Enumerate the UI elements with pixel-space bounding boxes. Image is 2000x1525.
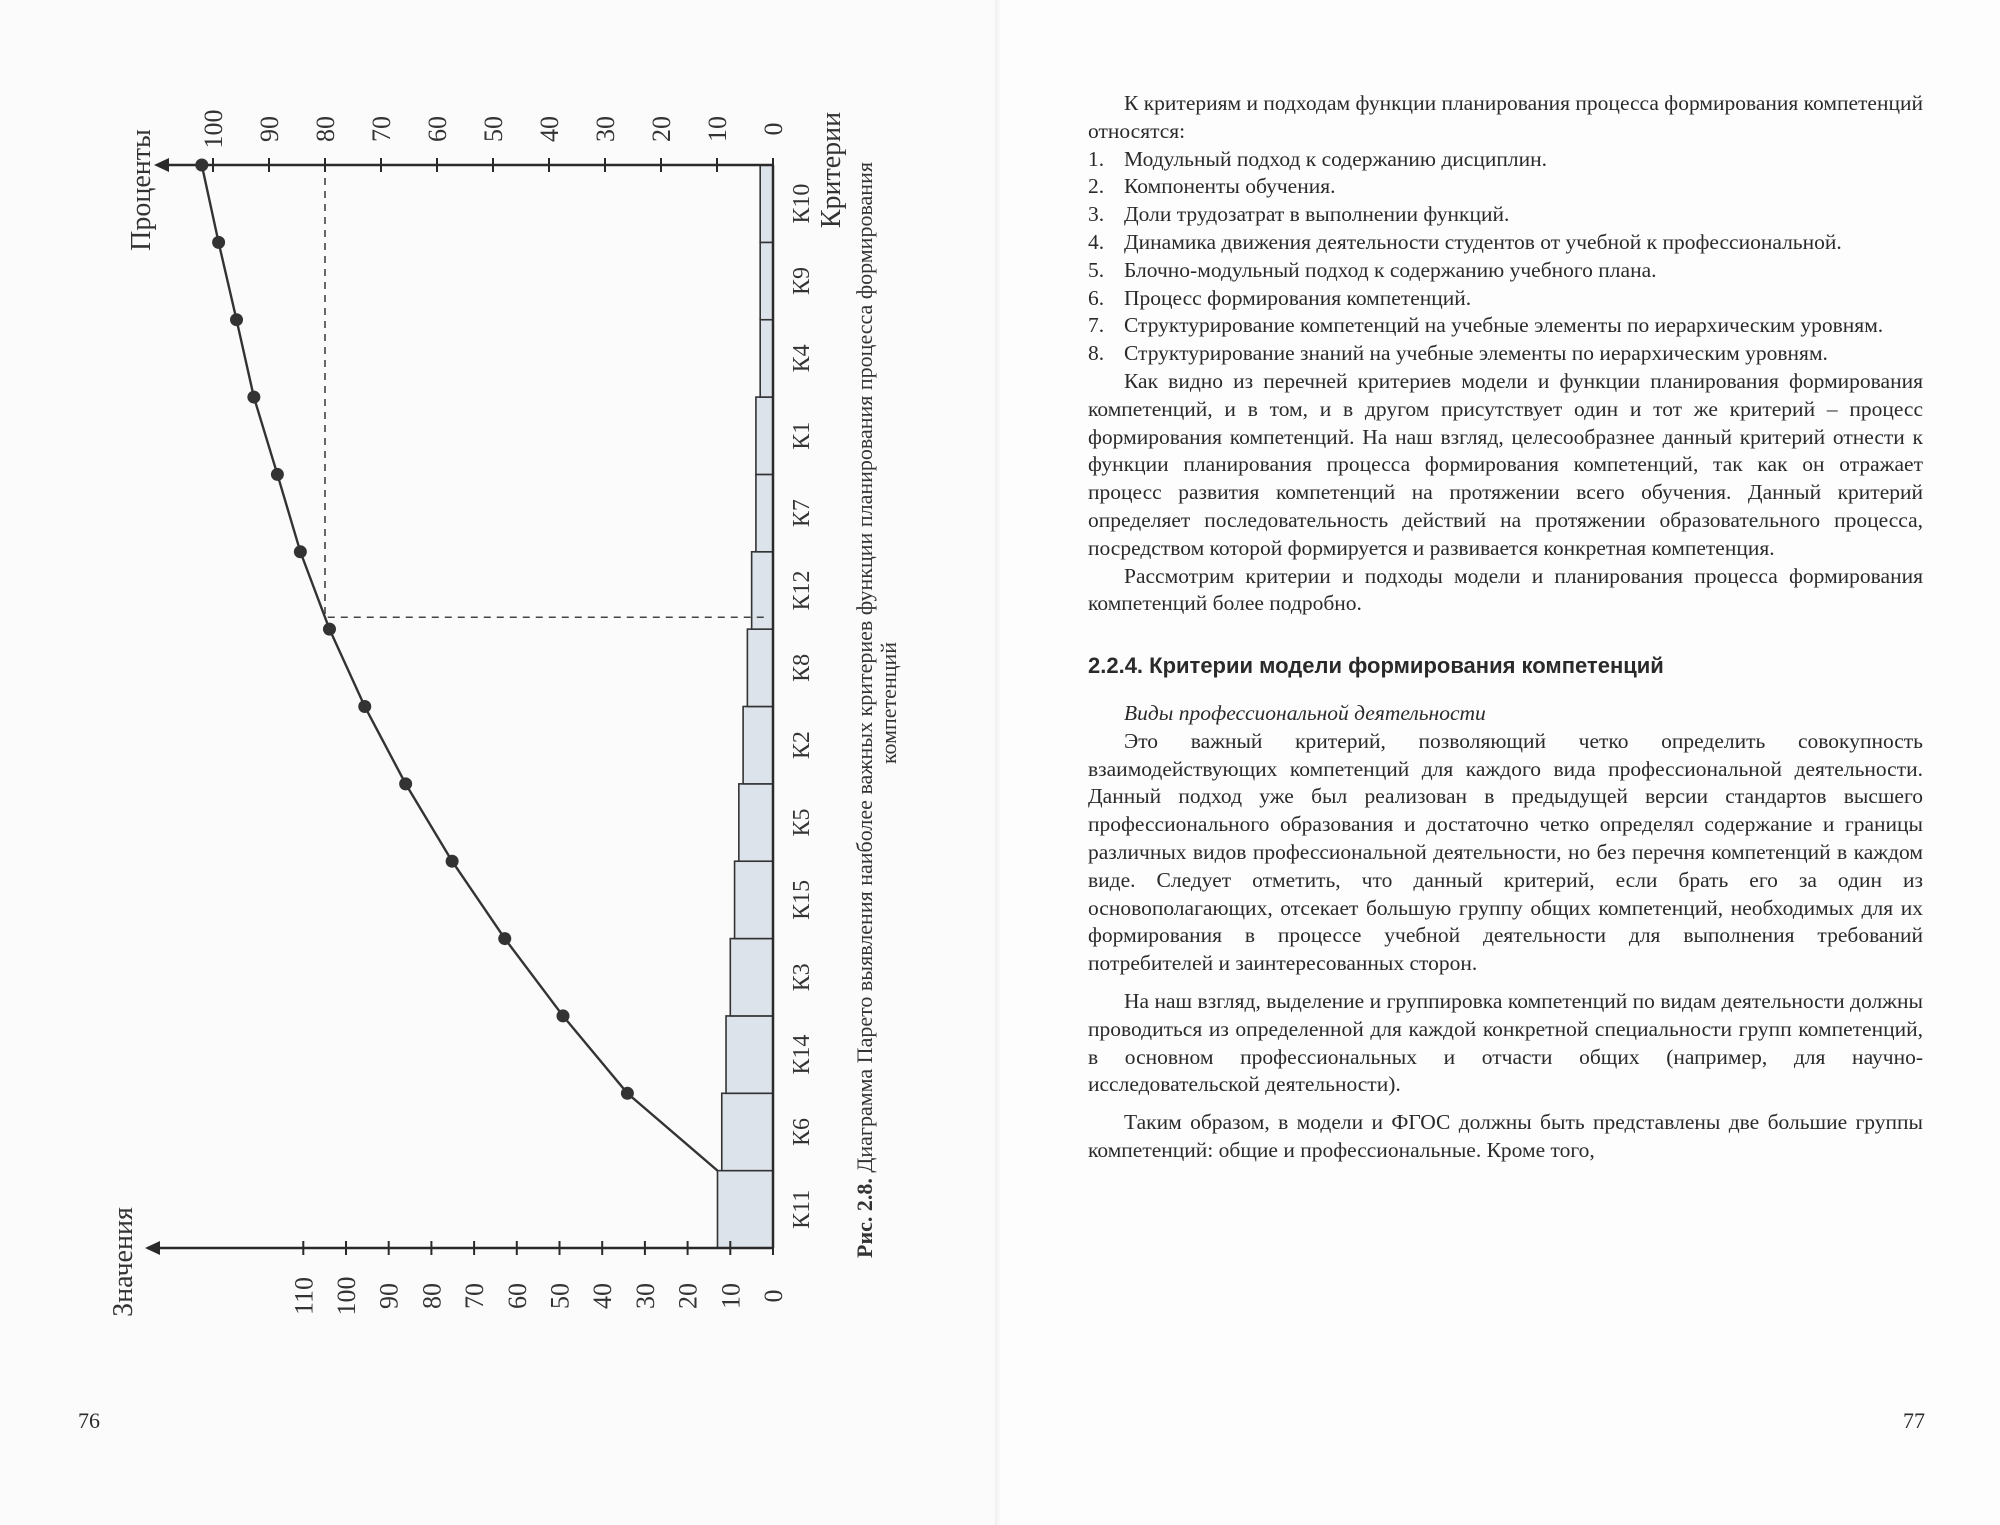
- figure-caption: [852, 162, 877, 1258]
- intro-paragraph: К критериям и подходам функции планирования процесса формирования компетенций относятся:: [1088, 91, 1923, 143]
- section-heading: 2.2.4. Критерии модели формирования компетенций: [1088, 653, 1664, 679]
- bar-К6: [722, 1093, 773, 1170]
- list-item: 3. Доли трудозатрат в выполнении функций.: [1088, 202, 1510, 227]
- values-tick-label: 80: [417, 1283, 447, 1309]
- bar-К10: [760, 165, 773, 242]
- guide-layer: [325, 165, 765, 617]
- values-axis-arrow: [145, 1241, 160, 1255]
- cumulative-line-layer: [195, 159, 717, 1171]
- right-page-text: [1088, 90, 1923, 1165]
- cumulative-point-К5: [399, 777, 412, 790]
- list-item: 5. Блочно-модульный подход к содержанию учебного плана.: [1088, 257, 1657, 282]
- bar-К15: [735, 861, 773, 938]
- body-paragraph: Это важный критерий, позволяющий четко определить совокупность взаимодействующих компетенций для каждого вида профессиональной деятельности. Данный подход уже был реализован в предыдущей версии стандартов высшего профессионального образования и достаточно четко определял содержание и границы различных видов профессиональной деятельности, но без перечня компетенций в каждом виде. Следует отметить, что данный критерий, если брать его за один из основополагающих, отсекает большую группу общих компетенций, необходимых для их формирования в процессе учебной деятельности для выполнения требований потребителей и заинтересованных сторон.: [1088, 728, 1923, 976]
- category-label-К2: К2: [789, 731, 815, 760]
- category-label-К14: К14: [789, 1034, 815, 1075]
- values-tick-label: 10: [716, 1283, 746, 1309]
- values-tick-label: 100: [332, 1276, 361, 1316]
- cumulative-point-К12: [294, 545, 307, 558]
- bar-К1: [756, 397, 773, 474]
- cumulative-point-К15: [446, 855, 459, 868]
- bar-К11: [717, 1171, 773, 1248]
- percent-tick-label: 50: [479, 116, 508, 142]
- cumulative-point-К7: [271, 468, 284, 481]
- category-label-К9: К9: [789, 267, 815, 296]
- cumulative-percent-line: [202, 165, 718, 1171]
- percent-tick-label: 10: [703, 116, 732, 142]
- page-number-left: 76: [78, 1408, 100, 1433]
- labels-layer: [108, 110, 901, 1317]
- body-paragraph: На наш взгляд, выделение и группировка компетенций по видам деятельности должны проводиться из определенной для каждой конкретной специальности групп компетенций, в основном профессиональных и отчасти общих (например, для научно-исследовательской деятельности).: [1088, 988, 1923, 1097]
- bar-К4: [760, 320, 773, 397]
- caption-body: Диаграмма Парето выявления наиболее важных критериев функции планирования процесса формирования: [852, 162, 877, 1173]
- body-paragraph: Как видно из перечней критериев модели и функции планирования формирования компетенций, и в том, и в другом присутствует один и тот же критерий – процесс формирования компетенций. На наш взгляд, целесообразнее данный критерий отнести к функции планирования процесса формирования компетенций, так как он отражает процесс развития компетенций на протяжении всего обучения. Данный критерий определяет последовательность действий на протяжении образовательного процесса, посредством которой формируется и развивается конкретная компетенция.: [1088, 368, 1923, 560]
- figure-caption-line2: компетенций: [876, 641, 901, 765]
- percent-axis-title: Проценты: [126, 129, 157, 251]
- values-tick-label: 90: [374, 1283, 404, 1309]
- values-axis-title: Значения: [108, 1207, 139, 1317]
- values-tick-label: 70: [460, 1283, 490, 1309]
- cumulative-point-К10: [195, 159, 208, 172]
- cumulative-point-К2: [358, 700, 371, 713]
- percent-tick-label: 80: [311, 116, 340, 142]
- cumulative-point-К9: [212, 236, 225, 249]
- category-label-К12: К12: [789, 570, 815, 611]
- category-label-К7: К7: [789, 499, 815, 528]
- criteria-list: [1088, 146, 1923, 368]
- category-label-К3: К3: [789, 963, 815, 992]
- category-axis-title: Критерии: [816, 111, 847, 229]
- subheading: Виды профессиональной деятельности: [1124, 700, 1486, 725]
- body-paragraph: Таким образом, в модели и ФГОС должны быть представлены две большие группы компетенций: общие и профессиональные. Кроме того,: [1088, 1110, 1923, 1162]
- percent-tick-label: 30: [591, 116, 620, 142]
- list-item: 8. Структурирование знаний на учебные элементы по иерархическим уровням.: [1088, 341, 1828, 366]
- bar-К8: [747, 629, 773, 706]
- bars-layer: [717, 165, 773, 1248]
- values-tick-label: 60: [502, 1283, 532, 1309]
- percent-tick-label: 60: [423, 116, 452, 142]
- category-label-К5: К5: [789, 808, 815, 837]
- percent-tick-label: 70: [367, 116, 396, 142]
- caption-number: Рис. 2.8.: [852, 1172, 877, 1258]
- category-label-К4: К4: [789, 344, 815, 373]
- percent-tick-label: 40: [535, 116, 564, 142]
- bar-К2: [743, 707, 773, 784]
- category-label-К1: К1: [789, 421, 815, 450]
- percent-tick-label: 0: [759, 122, 788, 136]
- list-item: 7. Структурирование компетенций на учебные элементы по иерархическим уровням.: [1088, 313, 1884, 338]
- percent-tick-label: 20: [647, 116, 676, 142]
- cumulative-point-К4: [230, 313, 243, 326]
- bar-К14: [726, 1016, 773, 1093]
- cumulative-point-К6: [621, 1087, 634, 1100]
- percent-tick-label: 100: [199, 109, 228, 149]
- category-label-К6: К6: [789, 1117, 815, 1146]
- cumulative-point-К8: [323, 623, 336, 636]
- values-tick-label: 110: [289, 1276, 319, 1316]
- values-tick-label: 40: [588, 1283, 618, 1309]
- bar-К5: [739, 784, 773, 861]
- category-label-К10: К10: [789, 183, 815, 224]
- values-tick-label: 30: [630, 1283, 660, 1309]
- cumulative-point-К3: [498, 932, 511, 945]
- category-label-К15: К15: [789, 879, 815, 920]
- bar-К7: [756, 474, 773, 551]
- category-label-К8: К8: [789, 653, 815, 682]
- bar-К9: [760, 242, 773, 319]
- body-paragraph: Рассмотрим критерии и подходы модели и планирования процесса формирования компетенций более подробно.: [1088, 563, 1923, 616]
- list-item: 6. Процесс формирования компетенций.: [1088, 285, 1472, 310]
- bar-К3: [730, 939, 773, 1016]
- percent-tick-label: 90: [255, 116, 284, 142]
- category-label-К11: К11: [789, 1189, 815, 1229]
- cumulative-point-К14: [557, 1009, 570, 1022]
- page-number-right: 77: [1903, 1408, 1925, 1433]
- pareto-80-guide: [325, 165, 765, 617]
- values-tick-label: 0: [759, 1289, 788, 1303]
- list-item: 2. Компоненты обучения.: [1088, 174, 1336, 199]
- cumulative-point-К1: [247, 391, 260, 404]
- values-tick-label: 50: [545, 1283, 575, 1309]
- list-item: 1. Модульный подход к содержанию дисциплин.: [1088, 146, 1547, 171]
- list-item: 4. Динамика движения деятельности студентов от учебной к профессиональной.: [1088, 229, 1842, 254]
- values-tick-label: 20: [673, 1283, 703, 1309]
